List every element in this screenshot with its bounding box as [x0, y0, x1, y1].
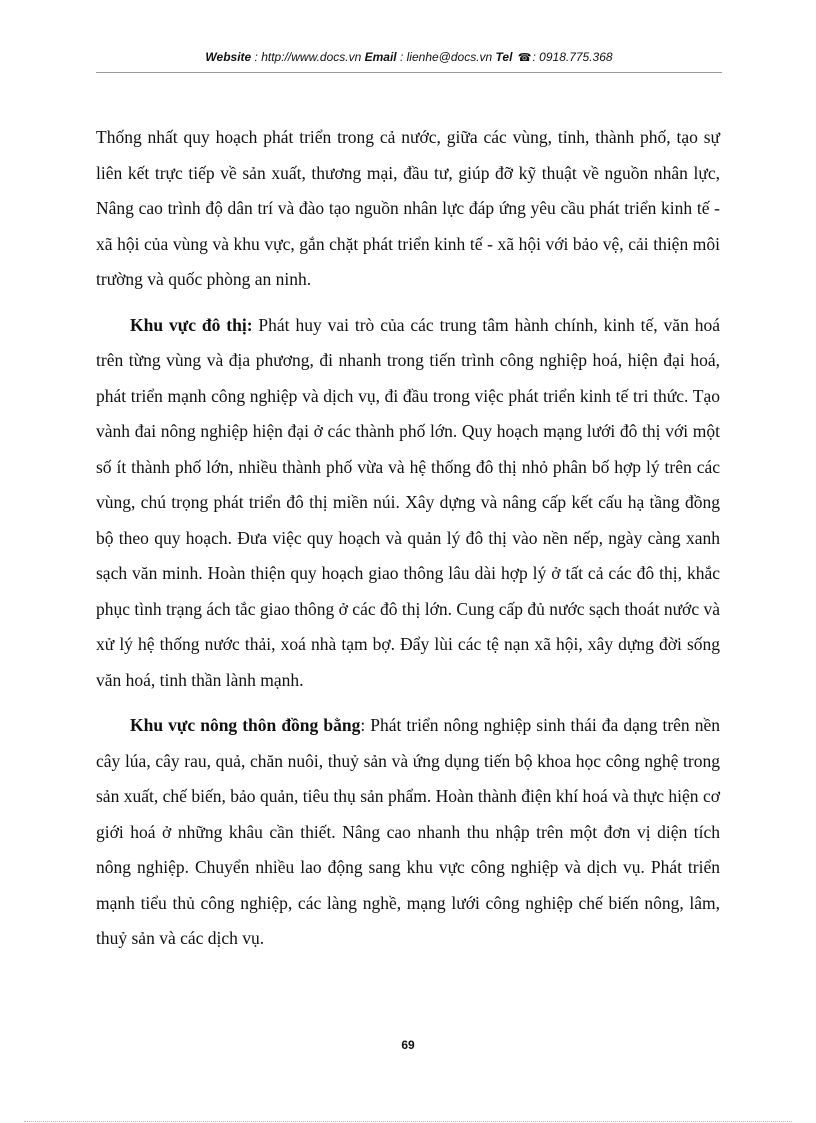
urban-area-text: Phát huy vai trò của các trung tâm hành chính, kinh tế, văn hoá trên từng vùng và địa phương, đi nhanh trong tiến trình công nghiệp hoá, hiện đại hoá, phát triển mạnh công nghiệp và dịch vụ, đi đầu trong việc phát triển kinh tế tri thức. Tạo vành đai nông nghiệp hiện đại ở các thành phố lớn. Quy hoạch mạng lưới đô thị với một số ít thành phố lớn, nhiều thành phố vừa và hệ thống đô thị nhỏ phân bố hợp lý trên các vùng, chú trọng phát triển đô thị miền núi. Xây dựng và nâng cấp kết cấu hạ tầng đồng bộ theo quy hoạch. Đưa việc quy hoạch và quản lý đô thị vào nền nếp, ngày càng xanh sạch văn minh. Hoàn thiện quy hoạch giao thông lâu dài hợp lý ở tất cả các đô thị, khắc phục tình trạng ách tắc giao thông ở các đô thị lớn. Cung cấp đủ nước sạch thoát nước và xử lý hệ thống nước thải, xoá nhà tạm bợ. Đẩy lùi các tệ nạn xã hội, xây dựng đời sống văn hoá, tinh thần lành mạnh.	[96, 314, 720, 690]
header-divider	[96, 72, 722, 73]
website-link[interactable]: : http://www.docs.vn	[254, 50, 362, 64]
urban-area-heading: Khu vực đô thị:	[130, 314, 253, 335]
website-label: Website	[205, 50, 252, 64]
rural-delta-text: : Phát triển nông nghiệp sinh thái đa dạng trên nền cây lúa, cây rau, quả, chăn nuôi, thuỷ sản và ứng dụng tiến bộ khoa học công nghệ trong sản xuất, chế biến, bảo quản, tiêu thụ sản phẩm. Hoàn thành điện khí hoá và thực hiện cơ giới hoá ở những khâu cần thiết. Nâng cao nhanh thu nhập trên một đơn vị diện tích nông nghiệp. Chuyển nhiều lao động sang khu vực công nghiệp và dịch vụ. Phát triển mạnh tiểu thủ công nghiệp, các làng nghề, mạng lưới công nghiệp chế biến nông, lâm, thuỷ sản và các dịch vụ.	[96, 715, 720, 948]
paragraph-urban-area	[96, 308, 720, 699]
page-number: 69	[401, 1038, 415, 1052]
tel-value: : 0918.775.368	[532, 50, 613, 64]
rural-delta-heading: Khu vực nông thôn đồng bằng	[130, 715, 361, 735]
paragraph-rural-delta	[96, 708, 720, 957]
tel-label: Tel	[495, 50, 513, 64]
footer-divider	[24, 1121, 792, 1122]
page-header	[96, 50, 722, 64]
phone-icon: ☎	[517, 52, 532, 64]
document-body	[96, 120, 720, 967]
email-label: Email	[364, 50, 397, 64]
email-link[interactable]: : lienhe@docs.vn	[399, 50, 493, 64]
paragraph-general: Thống nhất quy hoạch phát triển trong cả nước, giữa các vùng, tỉnh, thành phố, tạo sự liên kết trực tiếp về sản xuất, thương mại, đầu tư, giúp đỡ kỹ thuật về nguồn nhân lực, Nâng cao trình độ dân trí và đào tạo nguồn nhân lực đáp ứng yêu cầu phát triển kinh tế - xã hội của vùng và khu vực, gắn chặt phát triển kinh tế - xã hội với bảo vệ, cải thiện môi trường và quốc phòng an ninh.	[96, 127, 720, 289]
